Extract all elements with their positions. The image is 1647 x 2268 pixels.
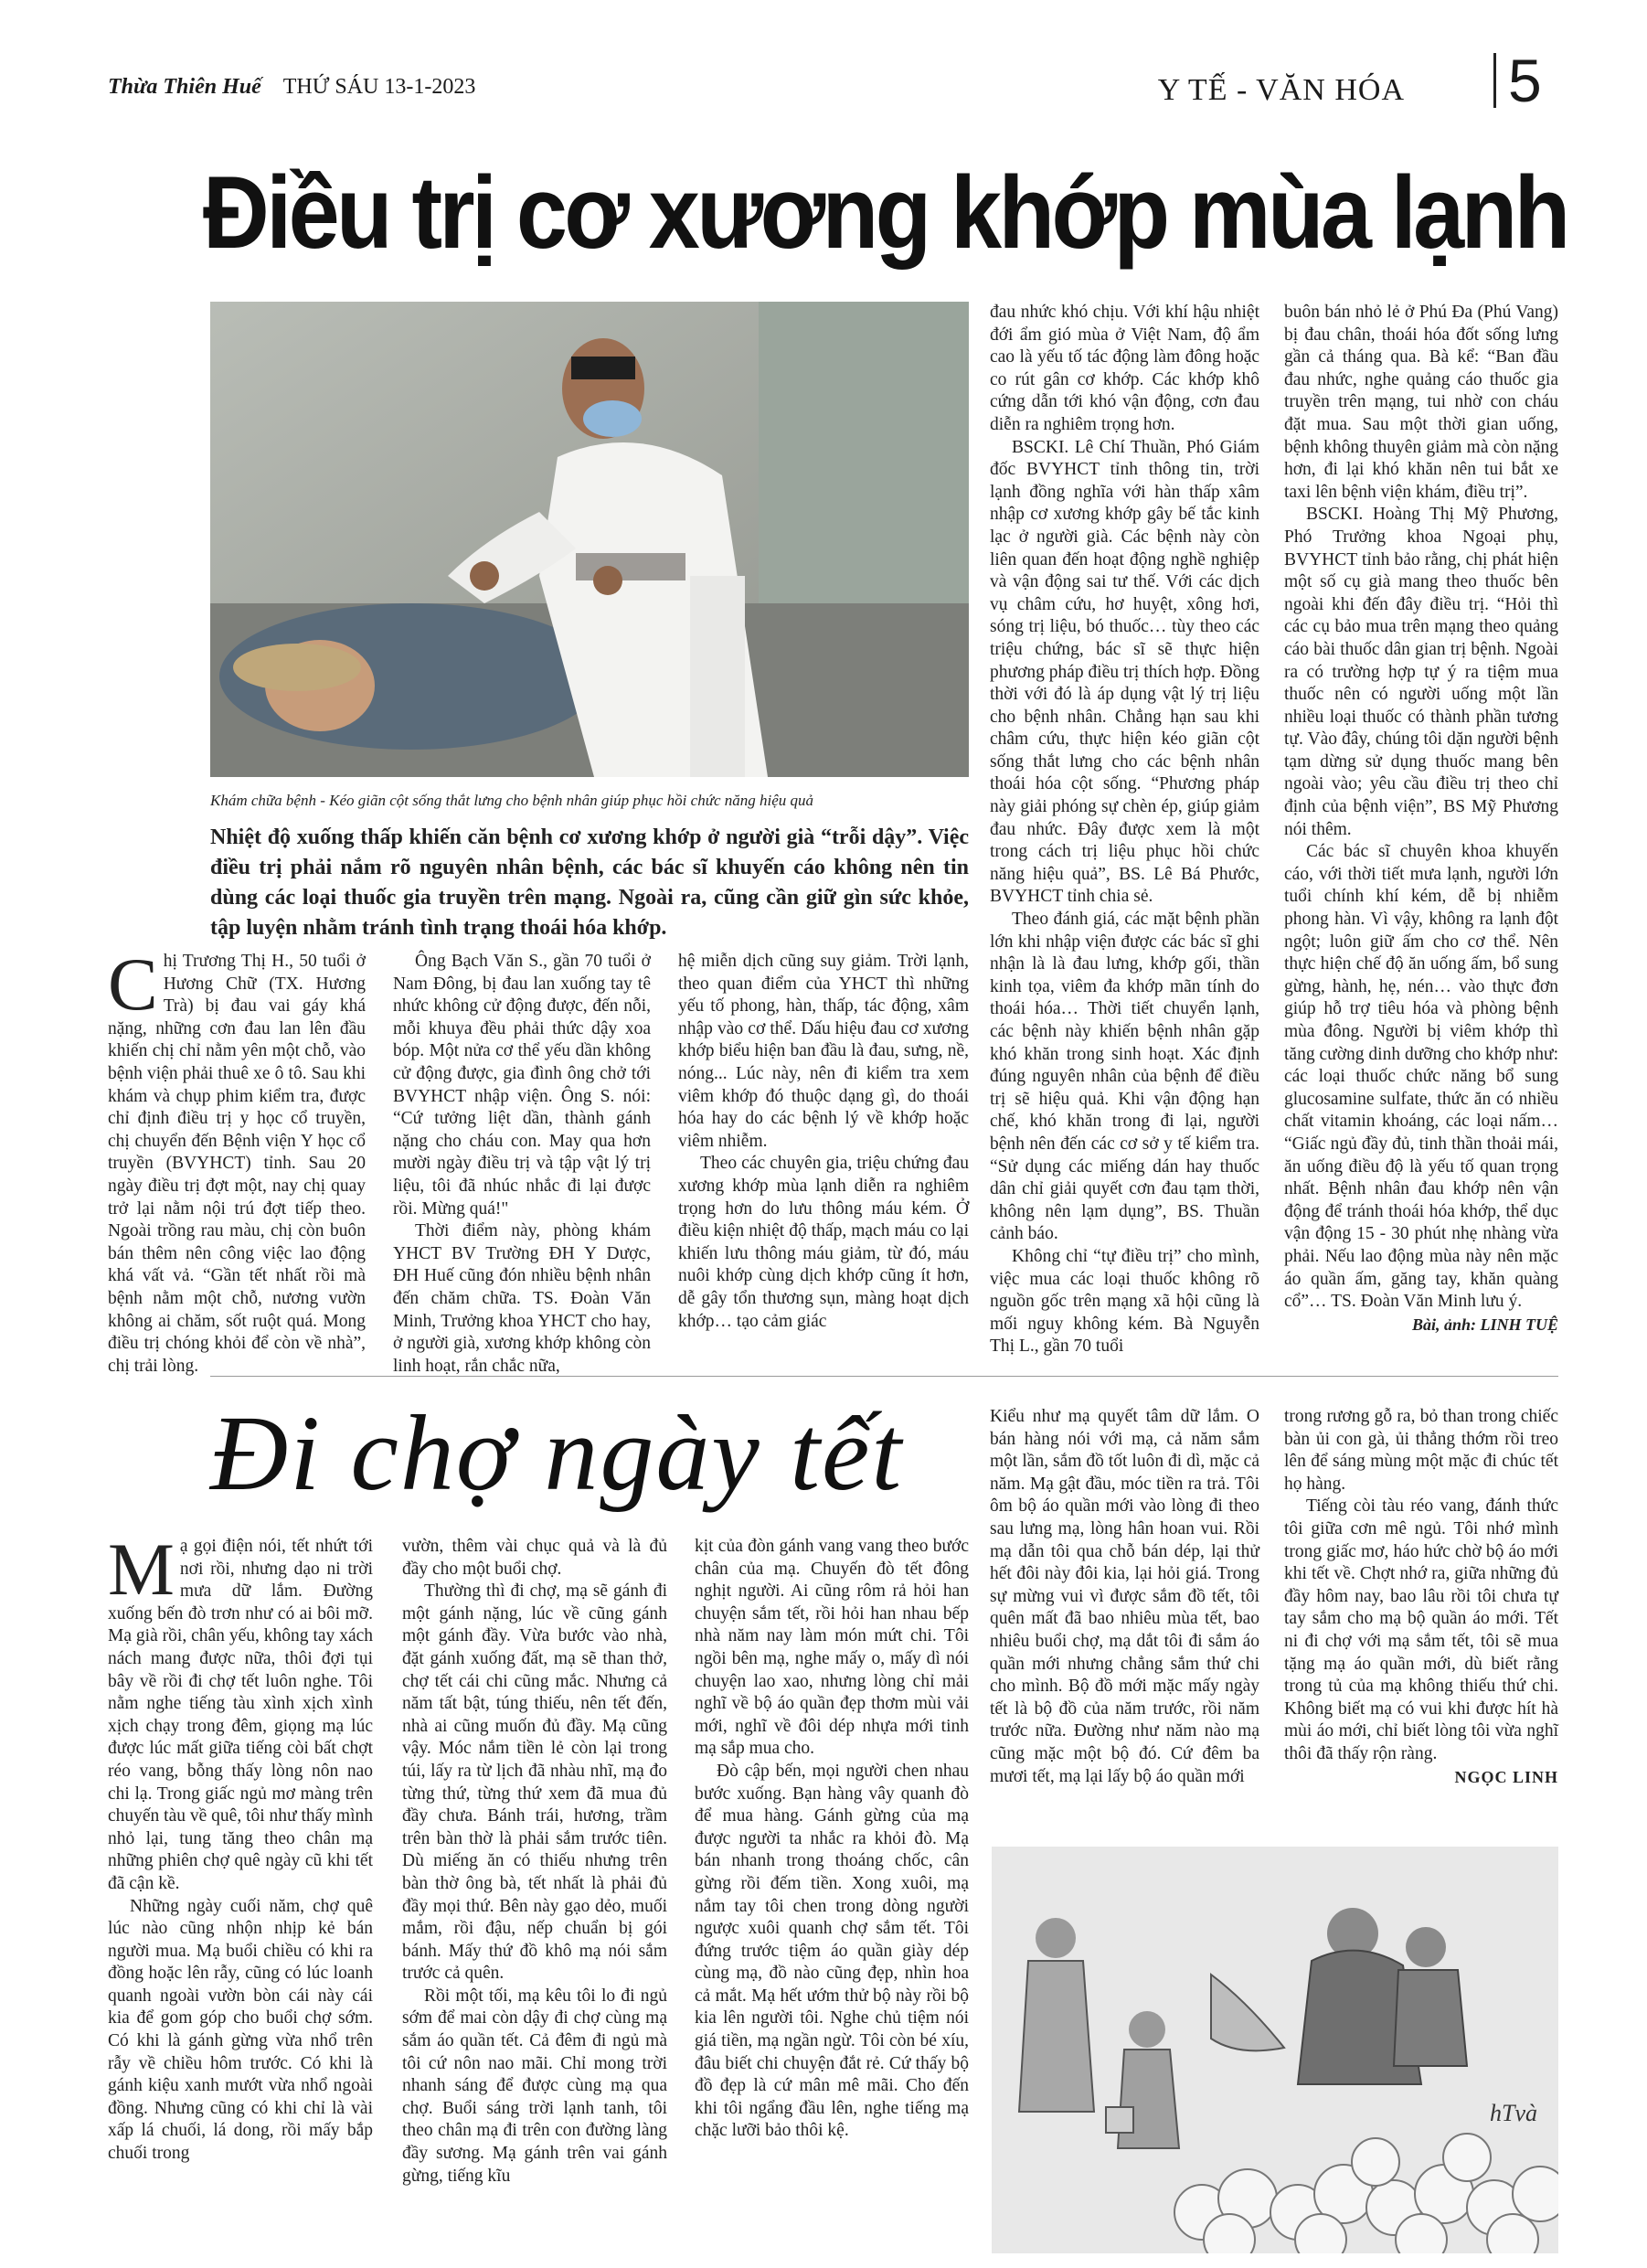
article2-column-3 [695,1536,969,2143]
article1-column-4 [990,302,1259,1358]
article1-dropcap: C [108,942,158,1026]
paragraph: Rồi một tối, mạ kêu tôi lo đi ngủ sớm để mai còn dậy đi chợ cùng mạ sắm áo quần tết. Cả đêm đi ngủ mà tôi cứ nôn nao mãi. Chỉ mong trời nhanh sáng để được cùng mạ qua chợ. Buổi sáng trời lạnh tanh, tôi theo chân mạ đi trên con đường làng đầy sương. Mạ gánh trên vai gánh gừng, tiếng kĩu [402,1986,667,2186]
paragraph: Đò cập bến, mọi người chen nhau bước xuống. Bạn hàng vây quanh đò để mua hàng. Gánh gừng của mạ được người ta nhắc ra khỏi đò. Mạ bán nhanh trong thoáng chốc, cân gừng rồi đếm tiền. Xong xuôi, mạ nắm tay tôi chen trong dòng người ngược xuôi quanh chợ sắm tết. Tôi đứng trước tiệm áo quần giày dép cùng mạ, đồ nào cũng đẹp, nhìn hoa cả mắt. Mạ hết ướm thử bộ này rồi bộ kia lên người tôi. Nghe chủ tiệm nói giá tiền, mạ ngần ngừ. Tôi còn bé xíu, đâu biết chi chuyện đắt rẻ. Cứ thấy bộ đồ đẹp là cứ mân mê mãi. Cho đến khi tôi ngẩng đầu lên, nghe tiếng mạ chặc lưỡi bảo thôi kệ. [695,1761,969,2141]
paragraph: Kiểu như mạ quyết tâm dữ lắm. O bán hàng nói với mạ, cả năm sắm một lần, sắm đồ tốt luôn đi dì, mặc cả năm. Mạ gật đầu, móc tiền ra trả. Tôi ôm bộ áo quần mới vào lòng đi theo sau lưng mạ, lòng hân hoan vui. Rồi mạ dẫn tôi qua chỗ bán dép, lại thử hết đôi này đôi kia, lại hỏi giá. Trong sự mừng vui vì được sắm đồ tết, tôi quên mất đã bao nhiêu mùa tết, bao nhiêu buổi chợ, mạ dắt tôi đi sắm áo quần mới nhưng chẳng sắm thứ chi cho mình. Bộ đồ mới mặc mấy ngày tết là bộ đồ của năm trước, rồi năm trước nữa. Đường như năm nào mạ cũng mặc một bộ đó. Cứ đêm ba mươi tết, mạ lại lấy bộ áo quần mới [990,1407,1259,1786]
masthead [108,75,475,100]
illustration-signature: hTvà [1490,2100,1537,2126]
article-divider [210,1376,1558,1377]
paragraph: kịt của đòn gánh vang vang theo bước chân của mạ. Chuyến đò tết đông nghịt người. Ai cũng rôm rả hỏi han chuyện sắm tết, rồi hỏi han nhau bếp nhà năm nay làm món mứt chi. Tôi ngồi bên mạ, nghe mấy o, mấy dì nói chuyện lao xao, nhưng lòng chỉ mải nghĩ về bộ áo quần đẹp thơm mùi vải mới, nghĩ về đôi dép nhựa mới tinh mạ sắp mua cho. [695,1537,969,1759]
page-number: 5 [1508,47,1542,114]
paragraph: đau nhức khó chịu. Với khí hậu nhiệt đới ẩm gió mùa ở Việt Nam, độ ẩm cao là yếu tố tác động làm đông hoặc co rút gân cơ khớp. Các khớp khô cứng dẫn tới khó vận động, cơn đau diễn ra nghiêm trọng hơn. [990,303,1259,434]
market-illustration [992,1847,1558,2253]
article2-column-4 [990,1406,1259,1788]
publication-name: Thừa Thiên Huế [108,75,261,99]
paragraph: Theo các chuyên gia, triệu chứng đau xương khớp mùa lạnh diễn ra nghiêm trọng hơn do lưu thông máu kém. Ở điều kiện nhiệt độ thấp, mạch máu co lại khiến lưu thông máu giảm, từ đó, máu nuôi khớp cùng dịch khớp cũng ít hơn, dễ gây tổn thương sụn, màng hoạt dịch khớp… tạo cảm giác [678,1154,969,1331]
paragraph: Các bác sĩ chuyên khoa khuyến cáo, với thời tiết mưa lạnh, người lớn tuổi chính khí kém, dễ bị nhiễm phong hàn. Vì vậy, không ra lạnh đột ngột; luôn giữ ấm cho cơ thể. Nên thực hiện chế độ ăn uống ấm, bổ sung gừng, hành, hẹ, nén… vào thực đơn giúp hỗ trợ tiêu hóa và phòng bệnh mùa đông. Người bị viêm khớp thì tăng cường dinh dưỡng cho khớp như: các loại thuốc chức năng bổ sung glucosamine sulfate, thức ăn có nhiều chất vitamin khoáng, các loại nấm… “Giấc ngủ đầy đủ, tinh thần thoải mái, ăn uống điều độ là yếu tố quan trọng nhất. Bệnh nhân đau khớp nên vận động để tránh thoái hóa khớp, thể dục vận động 15 - 30 phút nhẹ nhàng vừa phải. Nếu lao động mùa này nên mặc áo quần ấm, găng tay, khăn quàng cổ”… TS. Đoàn Văn Minh lưu ý. [1284,842,1558,1312]
paragraph: buôn bán nhỏ lẻ ở Phú Đa (Phú Vang) bị đau chân, thoái hóa đốt sống lưng gần cả tháng qua. Bà kể: “Ban đầu đau nhức, nghe quảng cáo thuốc gia truyền trên mạng, tui nhờ con cháu đặt mua. Sau một thời gian uống, bệnh không thuyên giảm mà còn nặng hơn, đi lại khó khăn nên tui bắt xe taxi lên bệnh viện khám, điều trị”. [1284,303,1558,502]
article2-illustration [992,1847,1558,2253]
paragraph: Ông Bạch Văn S., gần 70 tuổi ở Nam Đông, bị đau lan xuống tay tê nhức không cử động được, đến nỗi, mỗi khuya đều phải thức dậy xoa bóp. Một nửa cơ thể yếu dần không cử động được, gia đình ông chở tới BVYHCT nhập viện. Ông S. nói: “Cứ tưởng liệt dần, thành gánh nặng cho cháu con. May qua hơn mười ngày điều trị và tập vật lý trị liệu, tôi đã nhúc nhắc đi lại được rồi. Mừng quá!" [393,952,651,1219]
article1-title: Điều trị cơ xương khớp mùa lạnh [203,155,1567,270]
article2-byline: NGỌC LINH [1454,1767,1558,1786]
paragraph: Thời điểm này, phòng khám YHCT BV Trường ĐH Y Dược, ĐH Huế cũng đón nhiều bệnh nhân đến chăm chữa. TS. Đoàn Văn Minh, Trưởng khoa YHCT cho hay, ở người già, xương khớp không còn linh hoạt, rắn chắc nữa, [393,1221,651,1376]
paragraph: BSCKI. Lê Chí Thuần, Phó Giám đốc BVYHCT tỉnh thông tin, trời lạnh đồng nghĩa với hàn thấp xâm nhập cơ xương khớp gây bế tắc kinh lạc ở người già. Các bệnh này còn liên quan đến hoạt động nghề nghiệp và vận động sai tư thế. Với các dịch vụ châm cứu, hơ huyệt, xông hơi, sóng trị liệu, bó thuốc… tùy theo các triệu chứng, bác sĩ sẽ thực hiện phương pháp điều trị thích hợp. Đồng thời với đó là áp dụng vật lý trị liệu cho bệnh nhân. Chẳng hạn sau khi châm cứu, thực hiện kéo giãn cột sống thắt lưng cho các bệnh nhân thoái hóa cột sống. “Phương pháp này giải phóng sự chèn ép, giúp giảm đau nhức. Đây được xem là một trong cách trị liệu phục hồi chức năng hiệu quả”, BS. Lê Bá Phước, BVYHCT tỉnh chia sẻ. [990,437,1259,907]
paragraph: trong rương gỗ ra, bỏ than trong chiếc bàn ủi con gà, ủi thẳng thớm rồi treo lên để sáng mùng một mặc đi chúc tết họ hàng. [1284,1407,1558,1494]
paragraph: vườn, thêm vài chục quả và là đủ đầy cho một buổi chợ. [402,1537,667,1579]
article1-byline: Bài, ảnh: LINH TUỆ [1411,1315,1558,1334]
paragraph: BSCKI. Hoàng Thị Mỹ Phương, Phó Trưởng khoa Ngoại phụ, BVYHCT tỉnh bảo rằng, chị phát hiện một số cụ già mang theo thuốc bên ngoài khi đến đây điều trị. “Hỏi thì các cụ bảo mua trên mạng theo quảng cáo bài thuốc dân gian trị bệnh. Ngoài ra có trường hợp tự ý ra tiệm mua thuốc nên có người uống một lần nhiều loại thuốc có thành phần tương tự. Vào đây, chúng tôi dặn người bệnh tạm dừng sử dụng thuốc mang bên ngoài vào; yêu cầu điều trị theo chỉ định của bệnh viện”, BS Mỹ Phương nói thêm. [1284,505,1558,839]
article2-dropcap: M [108,1528,175,1611]
article1-lead: Nhiệt độ xuống thấp khiến căn bệnh cơ xương khớp ở người già “trỗi dậy”. Việc điều trị phải nắm rõ nguyên nhân bệnh, các bác sĩ khuyến cáo không nên tin dùng các loại thuốc gia truyền trên mạng. Ngoài ra, cũng cần giữ gìn sức khỏe, tập luyện nhằm tránh tình trạng thoái hóa khớp. [210,825,969,940]
article1-column-2 [393,951,651,1378]
paragraph: Tiếng còi tàu réo vang, đánh thức tôi giữa cơn mê ngủ. Tôi nhớ mình trong giấc mơ, háo hức chờ bộ áo mới khi tết về. Chợt nhớ ra, giữa những đủ đầy hôm nay, bao lâu rồi tôi chưa tự tay sắm cho mạ bộ quần áo mới. Tết ni đi chợ với mạ sắm tết, tôi sẽ mua tặng mạ áo quần mới, dù biết rằng trong tủ của mạ không thiếu thứ chi. Không biết mạ có vui khi được hít hà mùi áo mới, chỉ biết lòng tôi vừa nghĩ thôi đã thấy rộn ràng. [1284,1496,1558,1763]
paragraph: Những ngày cuối năm, chợ quê lúc nào cũng nhộn nhịp kẻ bán người mua. Mạ buổi chiều có khi ra đồng hoặc lên rẫy, cũng có lúc loanh quanh ngoài vườn bòn cái này cái kia để gom góp cho buổi chợ sớm. Có khi là gánh gừng vừa nhổ trên rẫy về chiều hôm trước. Có khi là gánh kiệu xanh mướt vừa nhổ ngoài đồng. Nhưng cũng có khi chỉ là vài xấp lá chuối, lá dong, rồi mấy bắp chuối trong [108,1896,373,2164]
paragraph: Thường thì đi chợ, mạ sẽ gánh đi một gánh nặng, lúc về cũng gánh một gánh đầy. Vừa bước vào nhà, đặt gánh xuống đất, mạ sẽ than thở, chợ tết cái chi cũng mắc. Nhưng cả năm tất bật, túng thiếu, nên tết đến, nhà ai cũng muốn đủ đầy. Mạ cũng vậy. Móc nắm tiền lẻ còn lại trong túi, lấy ra từ lịch đã nhàu nhĩ, mạ đo từng thứ, từng thứ xem đã mua đủ đầy chưa. Bánh trái, hương, trầm trên bàn thờ là phải sắm trước tiên. Dù miếng ăn có thiếu nhưng trên bàn thờ ông bà, tết nhất là phải đủ đầy mọi thứ. Bên này gạo dẻo, muối mắm, rồi đậu, nếp chuẩn bị gói bánh. Mấy thứ đồ khô mạ nói sắm trước cả quên. [402,1581,667,1984]
article2-column-2 [402,1536,667,2188]
article2-column-1 [108,1528,374,2166]
section-name: Y TẾ - VĂN HÓA [1157,73,1405,107]
paragraph: hị Trương Thị H., 50 tuổi ở Hương Chữ (TX. Hương Trà) bị đau vai gáy khá nặng, những cơn đau lan lên đầu khiến chị chỉ nằm yên một chỗ, vào bệnh viện phải thuê xe ô tô. Sau khi khám và chụp phim kiểm tra, được chỉ định điều trị y học cổ truyền, chị chuyển đến Bệnh viện Y học cổ truyền (BVYHCT) tỉnh. Sau 20 ngày điều trị đợt một, nay chị quay trở lại nằm nội trú đợt tiếp theo. Ngoài trồng rau màu, chị còn buôn bán thêm nên công việc lao động khá vất vả. “Gần tết nhất rồi mà bệnh nằm một chỗ, nương vườn không ai chăm, sốt ruột quá. Mong điều trị chóng khỏi để còn về nhà”, chị trải lòng. [108,952,366,1376]
article2-title: Đi chợ ngày tết [210,1393,904,1513]
article1-column-5 [1284,302,1558,1336]
article1-photo [210,302,969,777]
article2-column-5 [1284,1406,1558,1788]
photo-caption: Khám chữa bệnh - Kéo giãn cột sống thắt lưng cho bệnh nhân giúp phục hồi chức năng hiệu quả [210,792,814,809]
paragraph: Theo đánh giá, các mặt bệnh phần lớn khi nhập viện được các bác sĩ ghi nhận là là đau lưng, khớp gối, thần kinh tọa, viêm đa khớp mãn tính do thoái hóa… Thời tiết chuyển lạnh, các bệnh này khiến bệnh nhân gặp khó khăn trong sinh hoạt. Xác định đúng nguyên nhân của bệnh để điều trị sẽ hiệu quả. Khi vận động hạn chế, khó khăn trong đi lại, người bệnh nên đến các cơ sở y tế kiểm tra. “Sử dụng các miếng dán hay thuốc dân chỉ giải quyết cơn đau tạm thời, không nên lạm dụng”, BS. Thuần cảnh báo. [990,910,1259,1244]
paragraph: hệ miễn dịch cũng suy giảm. Trời lạnh, theo quan điểm của YHCT thì những yếu tố phong, hàn, thấp, tác động, xâm nhập vào cơ thể. Dấu hiệu đau cơ xương khớp biểu hiện ban đầu là đau, sưng, nề, nóng... Lúc này, nên đi kiểm tra xem viêm khớp đó thuộc dạng gì, do thoái hóa hay do các bệnh lý về khớp hoặc viêm nhiễm. [678,952,969,1151]
paragraph: ạ gọi điện nói, tết nhứt tới nơi rồi, nhưng dạo ni trời mưa dữ lắm. Đường xuống bến đò trơn như có ai bôi mỡ. Mạ già rồi, chân yếu, không tay xách nách mang được nữa, thôi đợi tụi bây về rồi đi chợ tết luôn nghe. Tôi nằm nghe tiếng tàu xình xịch xình xịch chạy trong đêm, giọng mạ lúc được lúc mất giữa tiếng còi bất chợt réo vang, bỗng thấy lòng nôn nao chi lạ. Trong giấc ngủ mơ màng trên chuyến tàu về quê, tôi như thấy mình nhỏ lại, tung tăng theo chân mạ những phiên chợ quê ngày cũ khi tết đã cận kề. [108,1537,374,1893]
treatment-photo-illustration [210,302,969,777]
header-divider [1493,53,1496,108]
paragraph: Không chỉ “tự điều trị” cho mình, việc mua các loại thuốc không rõ nguồn gốc trên mạng xã hội cũng là mối nguy không kém. Bà Nguyễn Thị L., gần 70 tuổi [990,1246,1259,1357]
article1-column-3 [678,951,969,1333]
article1-column-1 [108,942,366,1378]
issue-date: THỨ SÁU 13-1-2023 [282,75,476,99]
